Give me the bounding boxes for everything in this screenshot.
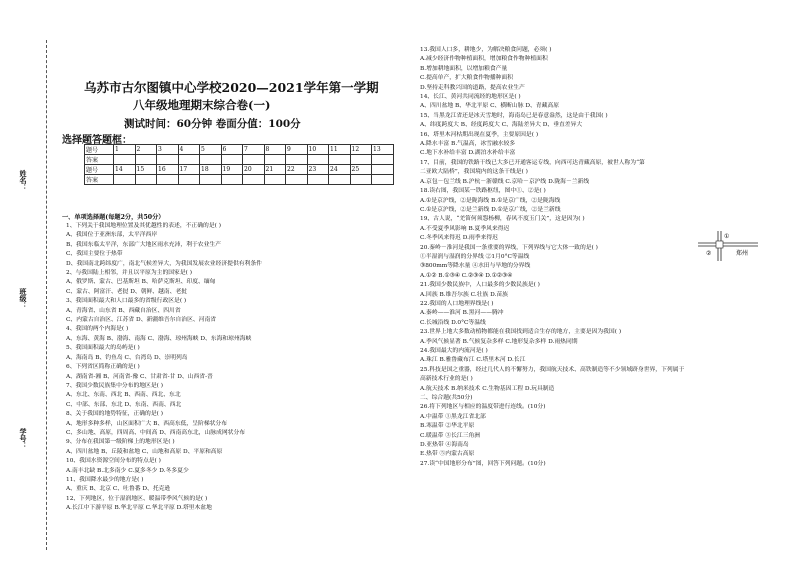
answer-cell[interactable] bbox=[135, 175, 157, 185]
question-line: A、四川盆地 B、华北平原 C、横断山脉 D、青藏高原 bbox=[420, 103, 559, 110]
answer-cell[interactable] bbox=[243, 155, 265, 165]
question-line: 19、古人说，“羌笛何须怨杨柳，春风不度玉门关”，这是因为( ) bbox=[420, 216, 585, 223]
answer-cell[interactable] bbox=[329, 155, 351, 165]
question-line: ③800mm等降水量 ④水田与旱地的分界线 bbox=[420, 263, 531, 270]
question-line: B.寒温带 ②华北平原 bbox=[420, 423, 475, 430]
question-line: 5、我国面积最大的岛屿是( ) bbox=[66, 345, 140, 352]
question-number-cell: 3 bbox=[157, 145, 179, 155]
question-number-cell: 16 bbox=[157, 165, 179, 175]
question-line: 14、长江、黄河共同流经的地形区是( ) bbox=[420, 94, 521, 101]
question-line: 9、分布在我国第一级阶梯上的地形区是( ) bbox=[66, 439, 175, 446]
question-line: A、重庆 B、北京 C、吐鲁番 D、托克逊 bbox=[66, 486, 171, 493]
answer-cell[interactable] bbox=[307, 175, 329, 185]
question-line: C.长城沿线 D.0°C等温线 bbox=[420, 319, 486, 326]
section-1-heading: 一、单项选择题(每题2分，共50分） bbox=[62, 214, 165, 221]
question-line: C.①是京沪线，②是兰新线 D.①是京广线，②是兰新线 bbox=[420, 206, 561, 213]
question-line: 3、我国面积最大和人口最多的省级行政区是( ) bbox=[66, 298, 187, 305]
question-line: D、我国南北跨纬度广，南北气候差异大，为我国发展农业经济提供有利条件 bbox=[66, 260, 262, 267]
question-number-cell bbox=[372, 165, 394, 175]
binding-line bbox=[46, 40, 47, 550]
question-number-cell: 8 bbox=[264, 145, 286, 155]
question-number-cell: 14 bbox=[114, 165, 136, 175]
question-line: 24.我国最大的内流河是( ) bbox=[420, 348, 488, 354]
class-label: 班级： bbox=[19, 288, 28, 309]
answer-cell[interactable] bbox=[178, 175, 200, 185]
question-line: 10、我国水资源空间分布的特点是( ) bbox=[66, 458, 161, 465]
right-column-questions bbox=[420, 46, 684, 469]
question-number-cell: 7 bbox=[243, 145, 265, 155]
question-number-cell: 19 bbox=[221, 165, 243, 175]
answer-cell[interactable] bbox=[114, 155, 136, 165]
question-number-cell: 5 bbox=[200, 145, 222, 155]
answer-cell[interactable] bbox=[372, 155, 394, 165]
question-line: 12、下列地区，位于湿润地区、暖温带季风气候的是( ) bbox=[66, 495, 208, 502]
question-number-cell: 9 bbox=[286, 145, 308, 155]
question-line: A.南丰北缺 B.北多南少 C.夏多冬少 D.冬多夏少 bbox=[66, 467, 189, 474]
question-line: 11、我国降水最少的地方是( ) bbox=[66, 476, 144, 483]
question-line: A、青海省、山东省 B、西藏自治区、四川省 bbox=[66, 307, 181, 314]
answer-header-cell: 答案 bbox=[85, 155, 114, 165]
question-line: C、多山地、高原，四周高、中间高 D、西南高东北，山脉成网状分布 bbox=[66, 429, 246, 436]
railway-junction-map bbox=[698, 231, 758, 261]
question-line: A.中温带 ①黑龙江省北部 bbox=[420, 413, 486, 420]
question-number-header-cell: 题号 bbox=[85, 145, 114, 155]
exam-meta: 测试时间：60分钟 卷面分值：100分 bbox=[124, 118, 301, 130]
question-line: A.不受夏季风影响 B.夏季风来得迟 bbox=[420, 225, 510, 232]
question-line: A.①是京沪线，②是陇海线 B.①是京广线，②是陇海线 bbox=[420, 197, 561, 204]
number-label: 学号： bbox=[19, 428, 28, 449]
question-line: A、湖南省-湘 B、河南省-豫 C、甘肃省-甘 D、山西省-晋 bbox=[66, 373, 213, 380]
question-number-cell: 23 bbox=[307, 165, 329, 175]
question-number-cell: 13 bbox=[372, 145, 394, 155]
question-number-cell: 24 bbox=[329, 165, 351, 175]
answer-cell[interactable] bbox=[286, 175, 308, 185]
question-line: A、我国位于亚洲东部，太平洋西岸 bbox=[66, 232, 158, 239]
question-line: A、纬度跨度大 B、经度跨度大 C、海陆差异大 D、垂直差异大 bbox=[420, 122, 583, 129]
question-line: 13.我国人口多，耕地少，为解决粮食问题，必须( ) bbox=[420, 47, 552, 53]
question-number-cell: 4 bbox=[178, 145, 200, 155]
question-line: B、我国东临太平洋，东部广大地区雨水充沛，利于农业生产 bbox=[66, 241, 221, 248]
question-line: C、蒙古、阿富汗、老挝 D、朝鲜、越南、老挝 bbox=[66, 288, 188, 295]
question-line: 2、与我国陆上相邻，并且以平原为主的国家是( ) bbox=[66, 270, 192, 277]
question-line: A.长江中下游平原 B.华北平原 C.华北平原 D.塔里木盆地 bbox=[66, 505, 212, 512]
answer-cell[interactable] bbox=[114, 175, 136, 185]
answer-header-cell: 答案 bbox=[85, 175, 114, 185]
question-line: C.暖温带 ③长江三角洲 bbox=[420, 432, 481, 439]
question-line: D.亚热带 ④海南岛 bbox=[420, 442, 469, 449]
question-line: C、中部、东部、东北 D、东南、西南、西北 bbox=[66, 401, 182, 408]
question-number-cell: 17 bbox=[178, 165, 200, 175]
question-line: E.热带 ⑤内蒙古高原 bbox=[420, 451, 475, 458]
question-line: A.秦岭——淮河 B.黑河——腾冲 bbox=[420, 310, 504, 317]
question-line: 22.我国的人口地理界线是( ) bbox=[420, 300, 494, 307]
question-line: 8、关于我国的地势特征，正确的是( ) bbox=[66, 411, 164, 418]
question-line: 21.我国少数民族中，人口最多的少数民族是( ) bbox=[420, 282, 540, 289]
question-line: A、海南岛 B、钓鱼岛 C、台湾岛 D、崇明列岛 bbox=[66, 354, 188, 361]
answer-cell[interactable] bbox=[221, 175, 243, 185]
answer-cell[interactable] bbox=[243, 175, 265, 185]
answer-cell[interactable] bbox=[350, 175, 372, 185]
question-number-cell: 2 bbox=[135, 145, 157, 155]
answer-cell[interactable] bbox=[372, 175, 394, 185]
question-line: 23.世界上地大多数动植物都能在我国找到适合生存的地方，主要是因为我国( ) bbox=[420, 329, 622, 336]
answer-cell[interactable] bbox=[135, 155, 157, 165]
question-line: A.珠江 B.雅鲁藏布江 C.塔里木河 D.长江 bbox=[420, 357, 526, 364]
question-line: 16、塔里木河枯期出现在夏季，主要原因是( ) bbox=[420, 131, 539, 138]
question-line: 20.秦岭－淮河是我国一条重要的界线，下列界线与它大体一致的是( ) bbox=[420, 244, 598, 251]
question-number-cell: 6 bbox=[221, 145, 243, 155]
question-line: 17、目前，我国的铁路干线已大多已开通客运专线，向西可达青藏高原，被世人称为“第 bbox=[420, 159, 645, 166]
question-number-cell: 15 bbox=[135, 165, 157, 175]
question-line: D.坚持走科教兴国的道路，提高农业生产 bbox=[420, 84, 525, 91]
question-line: A、地形多种多样，山区面积广大 B、西高东低，呈阶梯状分布 bbox=[66, 420, 228, 427]
question-line: 7、我国少数民族集中分布的地区是( ) bbox=[66, 382, 164, 389]
answer-cell[interactable] bbox=[178, 155, 200, 165]
question-line: 4、我国的两个内海是( ) bbox=[66, 326, 129, 333]
question-line: C、我国主要位于热带 bbox=[66, 251, 123, 258]
question-number-header-cell: 题号 bbox=[85, 165, 114, 175]
answer-cell[interactable] bbox=[221, 155, 243, 165]
question-line: A、东北、东南、西北 B、西南、西北、东北 bbox=[66, 392, 181, 399]
question-line: 15、当黑龙江省还是冰天雪地时，海南岛已是春意盎然，这是由于我国( ) bbox=[420, 112, 608, 119]
question-line: 26.将下列地区与相应的温度带进行连线。(10分) bbox=[420, 404, 546, 411]
answer-cell[interactable] bbox=[157, 155, 179, 165]
exam-title: 乌苏市古尔图镇中心学校2020—2021学年第一学期 bbox=[84, 80, 379, 95]
question-line: A.京包－包兰线 B.沪杭－浙赣线 C.京哈－京沪线 D.陇海－兰新线 bbox=[420, 178, 590, 185]
answer-cell[interactable] bbox=[307, 155, 329, 165]
question-line: A、东海、黄海 B、渤海、南海 C、渤海、琼州海峡 D、东海和琼州海峡 bbox=[66, 335, 252, 342]
question-line: 1、下列关于我国地理位置及其优越性的表述，不正确的是( ) bbox=[66, 223, 221, 229]
question-line: A.季风气候显著 B.气候复杂多样 C.地形复杂多样 D.雨热同期 bbox=[420, 338, 578, 345]
question-line: A.①② B.①③④ C.②③④ D.①②③④ bbox=[420, 272, 513, 279]
question-number-cell: 11 bbox=[329, 145, 351, 155]
answer-cell[interactable] bbox=[350, 155, 372, 165]
question-line: 27.读“中国地形分布”图，回答下列问题。(10分) bbox=[420, 460, 546, 467]
question-line: A、俄罗斯、蒙古、巴基斯坦 B、哈萨克斯坦、印度、缅甸 bbox=[66, 279, 216, 286]
map-label-2: ② bbox=[706, 250, 712, 257]
question-line: A.降水丰富 B.气温高，冰雪融水较多 bbox=[420, 141, 516, 148]
exam-subtitle: 八年级地理期末综合卷(一) bbox=[133, 98, 271, 112]
answer-cell[interactable] bbox=[286, 155, 308, 165]
question-line: C.地下水补给丰富 D.湖泊水补给丰富 bbox=[420, 150, 516, 157]
question-line: A.回族 B.维吾尔族 C.壮族 D.苗族 bbox=[420, 291, 508, 298]
question-line: 6、下列省区简称正确的是( ) bbox=[66, 364, 140, 371]
question-number-cell: 20 bbox=[243, 165, 265, 175]
question-line: A.减少经济作物种植面积，增加粮食作物种植面积 bbox=[420, 56, 548, 63]
question-number-cell: 1 bbox=[114, 145, 136, 155]
question-line: C.提高单产，扩大粮食作物播种面积 bbox=[420, 75, 514, 82]
question-number-cell: 18 bbox=[200, 165, 222, 175]
question-number-cell: 12 bbox=[350, 145, 372, 155]
question-number-cell: 10 bbox=[307, 145, 329, 155]
answer-cell[interactable] bbox=[157, 175, 179, 185]
question-line: C、内蒙古自治区、江苏省 D、新疆维吾尔自治区、河南省 bbox=[66, 317, 217, 324]
map-label-1: ① bbox=[724, 233, 730, 240]
left-column-questions bbox=[66, 222, 262, 514]
answer-cell[interactable] bbox=[264, 175, 286, 185]
answer-cell[interactable] bbox=[329, 175, 351, 185]
question-line: 二亚欧大陆桥”，我国境内的这条干线是( ) bbox=[420, 169, 528, 176]
question-line: A.航天技术 B.纳米技术 C.生物基因工程 D.玩具制造 bbox=[420, 385, 555, 392]
question-line: C.冬季风来得迟 D.雨季来得迟 bbox=[420, 235, 498, 242]
question-number-cell: 21 bbox=[264, 165, 286, 175]
answer-cell[interactable] bbox=[200, 175, 222, 185]
question-line: A、四川盆地 B、丘陵和盆地 C、山地和高原 D、平原和高原 bbox=[66, 448, 223, 455]
answer-cell[interactable] bbox=[200, 155, 222, 165]
question-line: 二、综合题(共50分) bbox=[420, 395, 473, 402]
question-line: 18.读右图，我国某一铁路枢纽，图中①、②是( ) bbox=[420, 188, 546, 195]
answer-cell[interactable] bbox=[264, 155, 286, 165]
question-number-cell: 22 bbox=[286, 165, 308, 175]
question-line: 25.科技是国之重器，经过几代人的不懈努力，我国航天技术、高铁制造等不少领域跻身世界，下列属于 bbox=[420, 366, 685, 373]
map-city-label: 郑州 bbox=[736, 250, 749, 257]
question-number-cell: 25 bbox=[350, 165, 372, 175]
question-line: B.增加耕地面积，以增加粮食产量 bbox=[420, 65, 508, 72]
question-line: 高新技术行业的是( ) bbox=[420, 376, 473, 383]
answer-box-label: 选择题答题框： bbox=[62, 135, 132, 146]
answer-table bbox=[84, 144, 394, 185]
question-line: ①半湿润与湿润的分界线 ②1月0°C等温线 bbox=[420, 253, 530, 260]
name-label: 姓名： bbox=[19, 170, 28, 191]
